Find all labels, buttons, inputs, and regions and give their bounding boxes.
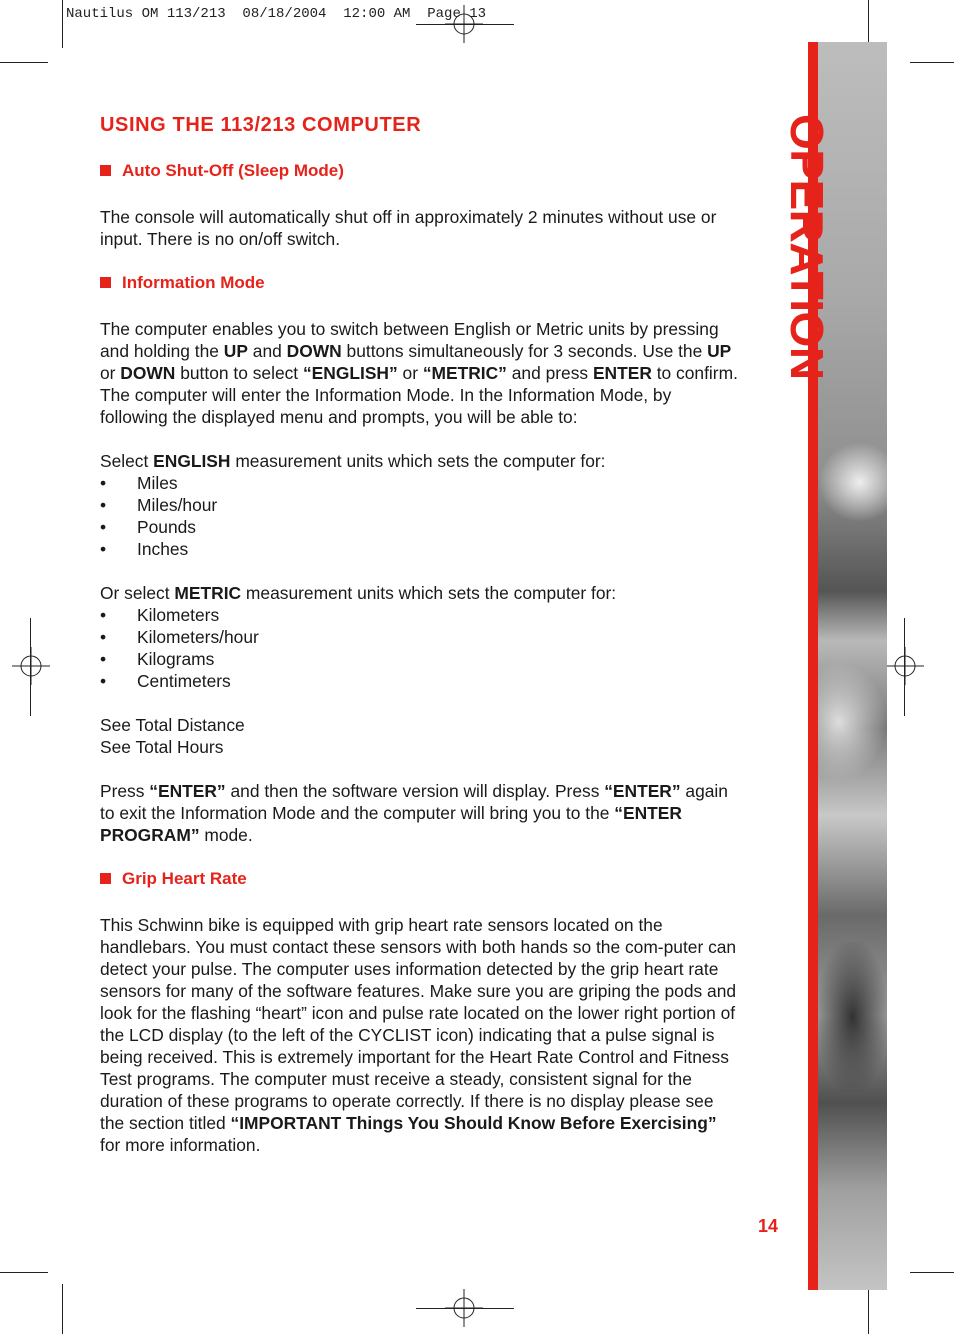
crop-mark [416, 24, 514, 25]
crop-mark [416, 1308, 514, 1309]
list-item: • Miles [100, 472, 740, 494]
crop-mark [62, 0, 63, 48]
print-slug: Nautilus OM 113/213 08/18/2004 12:00 AM Page 13 [66, 6, 487, 22]
paragraph-enter-instructions: Press “ENTER” and then the software version will display. Press “ENTER” again to exit the Information Mode and the computer will bring you to the “ENTER PROGRAM” mode. [100, 781, 728, 845]
subhead-label: Auto Shut-Off (Sleep Mode) [122, 161, 344, 180]
list-item: • Centimeters [100, 670, 740, 692]
see-total-distance: See Total Distance [100, 715, 245, 735]
crop-mark [30, 618, 31, 716]
subhead-information-mode [100, 272, 740, 294]
subhead-grip-heart-rate [100, 868, 740, 890]
registration-mark-icon [886, 647, 924, 685]
crop-mark [868, 1284, 869, 1334]
paragraph-english-units: Select ENGLISH measurement units which sets the computer for: [100, 451, 606, 471]
crop-mark [868, 0, 869, 48]
subhead-label: Information Mode [122, 273, 265, 292]
crop-mark [904, 618, 905, 716]
square-bullet-icon [100, 165, 111, 176]
crop-mark [0, 62, 48, 63]
paragraph-metric-units: Or select METRIC measurement units which sets the computer for: [100, 583, 617, 603]
crop-mark [0, 1272, 48, 1273]
crop-mark [910, 1272, 954, 1273]
side-title-text: OPERATION [781, 114, 833, 380]
see-total-hours: See Total Hours [100, 737, 224, 757]
list-item: • Pounds [100, 516, 740, 538]
section-side-title [781, 114, 833, 414]
paragraph-see-totals [100, 714, 740, 758]
registration-mark-icon [12, 647, 50, 685]
square-bullet-icon [100, 873, 111, 884]
list-item: • Miles/hour [100, 494, 740, 516]
page-number: 14 [758, 1216, 779, 1236]
square-bullet-icon [100, 277, 111, 288]
crop-mark [62, 1284, 63, 1334]
list-item: • Kilometers [100, 604, 740, 626]
main-content [100, 110, 740, 1178]
list-item: • Kilometers/hour [100, 626, 740, 648]
crop-mark [910, 62, 954, 63]
page-title: USING THE 113/213 COMPUTER [100, 114, 422, 136]
english-units-list [100, 472, 740, 560]
list-item: • Kilograms [100, 648, 740, 670]
list-item: • Inches [100, 538, 740, 560]
paragraph-information-mode: The computer enables you to switch between English or Metric units by pressing and holding the UP and DOWN buttons simultaneously for 3 seconds. Use the UP or DOWN button to select “ENGLISH” or “METRIC” and press ENTER to confirm. The computer will enter the Information Mode. In the Information Mode, by following the displayed menu and prompts, you will be able to: [100, 319, 738, 427]
metric-units-list [100, 604, 740, 692]
paragraph-grip-heart-rate: This Schwinn bike is equipped with grip heart rate sensors located on the handlebars. You must contact these sensors with both hands so the com-puter can detect your pulse. The computer uses information detected by the grip heart rate sensors for many of the software features. Make sure you are griping the pods and look for the flashing “heart” icon and pulse rate located on the lower right portion of the LCD display (to the left of the CYCLIST icon) indicating that a pulse signal is being received. This is extremely important for the Heart Rate Control and Fitness Test programs. The computer must receive a steady, consistent signal for the duration of these programs to operate correctly. If there is no display please see the section titled “IMPORTANT Things You Should Know Before Exercising” for more information. [100, 915, 737, 1155]
subhead-label: Grip Heart Rate [122, 869, 247, 888]
subhead-sleep-mode [100, 160, 740, 182]
paragraph-sleep-mode: The console will automatically shut off in approximately 2 minutes without use or input. There is no on/off switch. [100, 207, 717, 249]
